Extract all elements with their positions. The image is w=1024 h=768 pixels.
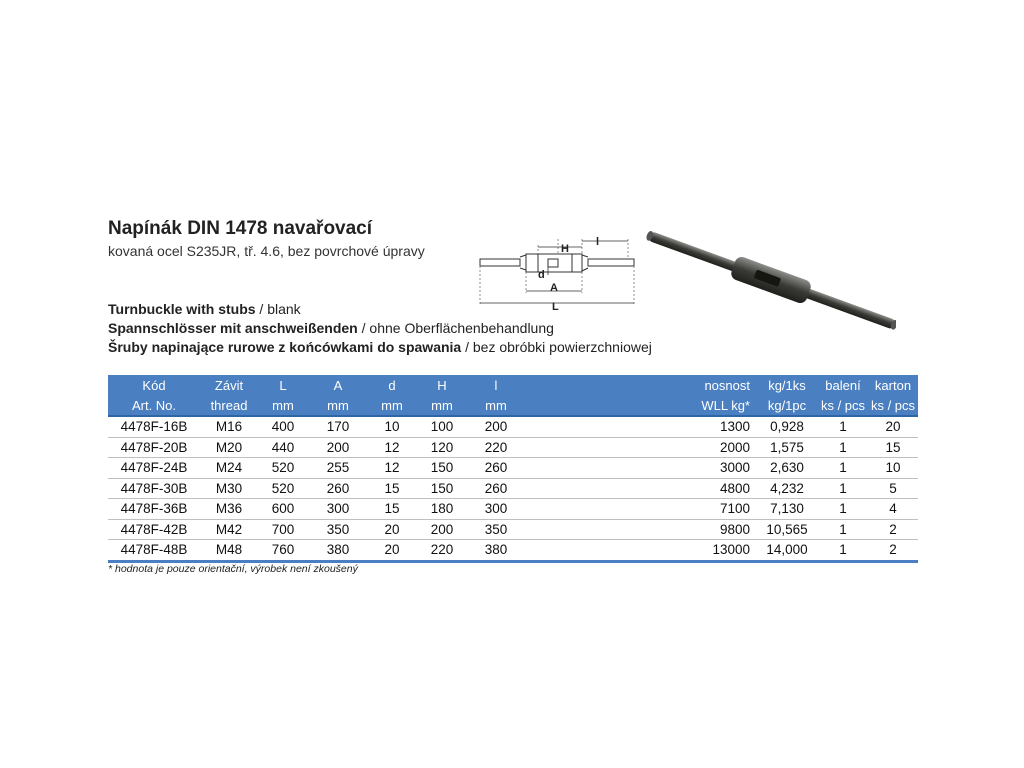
header-a: A	[308, 375, 368, 395]
cell-carton: 10	[868, 458, 918, 479]
cell-l: 600	[258, 499, 308, 520]
cell-l: 520	[258, 478, 308, 499]
cell-l-small: 380	[468, 540, 524, 562]
cell-d: 15	[368, 478, 416, 499]
table-row	[108, 478, 918, 499]
cell-h: 150	[416, 478, 468, 499]
header-code: Kód	[108, 375, 200, 395]
cell-d: 15	[368, 499, 416, 520]
cell-l-small: 260	[468, 458, 524, 479]
footnote: * hodnota je pouze orientační, výrobek není zkoušený	[108, 563, 358, 575]
product-subtitle: kovaná ocel S235JR, tř. 4.6, bez povrchové úpravy	[108, 243, 425, 259]
table-body	[108, 416, 918, 561]
cell-load: 7100	[689, 499, 756, 520]
cell-weight: 14,000	[756, 540, 818, 562]
cell-packing: 1	[818, 416, 868, 437]
table-row	[108, 437, 918, 458]
cell-l-small: 220	[468, 437, 524, 458]
diagram-label-l-small: l	[596, 236, 600, 248]
dimension-diagram	[478, 233, 638, 313]
cell-load: 1300	[689, 416, 756, 437]
cell-l: 400	[258, 416, 308, 437]
header-spacer-unit	[524, 395, 689, 416]
header-load: nosnost	[689, 375, 756, 395]
table-row	[108, 499, 918, 520]
cell-packing: 1	[818, 458, 868, 479]
product-title: Napínák DIN 1478 navařovací	[108, 218, 373, 239]
cell-h: 150	[416, 458, 468, 479]
cell-code: 4478F-30B	[108, 478, 200, 499]
cell-spacer	[524, 437, 689, 458]
cell-weight: 2,630	[756, 458, 818, 479]
header-h-unit: mm	[416, 395, 468, 416]
cell-packing: 1	[818, 540, 868, 562]
cell-a: 380	[308, 540, 368, 562]
cell-spacer	[524, 499, 689, 520]
header-l-small: l	[468, 375, 524, 395]
cell-code: 4478F-24B	[108, 458, 200, 479]
header-packing: balení	[818, 375, 868, 395]
header-l-small-unit: mm	[468, 395, 524, 416]
cell-carton: 4	[868, 499, 918, 520]
cell-weight: 10,565	[756, 519, 818, 540]
cell-carton: 5	[868, 478, 918, 499]
specification-table	[108, 375, 918, 563]
cell-thread: M42	[200, 519, 258, 540]
cell-thread: M16	[200, 416, 258, 437]
header-d-unit: mm	[368, 395, 416, 416]
cell-load: 3000	[689, 458, 756, 479]
cell-l: 700	[258, 519, 308, 540]
header-spacer	[524, 375, 689, 395]
header-thread: Závit	[200, 375, 258, 395]
header-carton: karton	[868, 375, 918, 395]
description-line-en: Turnbuckle with stubs / blank	[108, 301, 301, 317]
cell-thread: M24	[200, 458, 258, 479]
cell-a: 200	[308, 437, 368, 458]
header-l: L	[258, 375, 308, 395]
cell-l-small: 200	[468, 416, 524, 437]
cell-l: 760	[258, 540, 308, 562]
cell-spacer	[524, 519, 689, 540]
cell-d: 20	[368, 540, 416, 562]
header-packing-unit: ks / pcs	[818, 395, 868, 416]
header-load-unit: WLL kg*	[689, 395, 756, 416]
cell-l-small: 300	[468, 499, 524, 520]
cell-load: 4800	[689, 478, 756, 499]
cell-spacer	[524, 458, 689, 479]
cell-packing: 1	[818, 478, 868, 499]
cell-h: 180	[416, 499, 468, 520]
cell-a: 260	[308, 478, 368, 499]
cell-spacer	[524, 540, 689, 562]
cell-h: 220	[416, 540, 468, 562]
description-line-pl: Šruby napinające rurowe z końcówkami do spawania / bez obróbki powierzchniowej	[108, 339, 652, 355]
cell-d: 20	[368, 519, 416, 540]
header-code-unit: Art. No.	[108, 395, 200, 416]
table-row	[108, 519, 918, 540]
header-a-unit: mm	[308, 395, 368, 416]
diagram-label-d: d	[538, 269, 545, 281]
cell-l-small: 260	[468, 478, 524, 499]
table-row	[108, 416, 918, 437]
cell-packing: 1	[818, 519, 868, 540]
cell-weight: 0,928	[756, 416, 818, 437]
table-row	[108, 458, 918, 479]
cell-packing: 1	[818, 437, 868, 458]
cell-code: 4478F-16B	[108, 416, 200, 437]
cell-h: 120	[416, 437, 468, 458]
header-thread-unit: thread	[200, 395, 258, 416]
cell-code: 4478F-48B	[108, 540, 200, 562]
cell-packing: 1	[818, 499, 868, 520]
description-line-de: Spannschlösser mit anschweißenden / ohne Oberflächenbehandlung	[108, 320, 554, 336]
cell-d: 10	[368, 416, 416, 437]
cell-a: 255	[308, 458, 368, 479]
header-carton-unit: ks / pcs	[868, 395, 918, 416]
cell-l: 520	[258, 458, 308, 479]
cell-carton: 20	[868, 416, 918, 437]
cell-spacer	[524, 416, 689, 437]
header-weight: kg/1ks	[756, 375, 818, 395]
cell-a: 170	[308, 416, 368, 437]
cell-spacer	[524, 478, 689, 499]
cell-carton: 2	[868, 519, 918, 540]
cell-l-small: 350	[468, 519, 524, 540]
header-h: H	[416, 375, 468, 395]
header-weight-unit: kg/1pc	[756, 395, 818, 416]
cell-a: 350	[308, 519, 368, 540]
diagram-label-h: H	[561, 243, 569, 255]
cell-thread: M30	[200, 478, 258, 499]
cell-weight: 7,130	[756, 499, 818, 520]
cell-a: 300	[308, 499, 368, 520]
cell-d: 12	[368, 437, 416, 458]
cell-code: 4478F-42B	[108, 519, 200, 540]
cell-l: 440	[258, 437, 308, 458]
cell-d: 12	[368, 458, 416, 479]
cell-code: 4478F-20B	[108, 437, 200, 458]
cell-carton: 2	[868, 540, 918, 562]
turnbuckle-photo	[646, 228, 896, 333]
cell-thread: M48	[200, 540, 258, 562]
cell-thread: M20	[200, 437, 258, 458]
diagram-label-l: L	[552, 301, 559, 313]
cell-h: 200	[416, 519, 468, 540]
cell-load: 2000	[689, 437, 756, 458]
cell-thread: M36	[200, 499, 258, 520]
table-header	[108, 375, 918, 416]
cell-load: 9800	[689, 519, 756, 540]
header-d: d	[368, 375, 416, 395]
cell-load: 13000	[689, 540, 756, 562]
header-l-unit: mm	[258, 395, 308, 416]
cell-weight: 1,575	[756, 437, 818, 458]
table-row	[108, 540, 918, 562]
cell-h: 100	[416, 416, 468, 437]
diagram-label-a: A	[550, 282, 558, 294]
cell-weight: 4,232	[756, 478, 818, 499]
cell-carton: 15	[868, 437, 918, 458]
cell-code: 4478F-36B	[108, 499, 200, 520]
